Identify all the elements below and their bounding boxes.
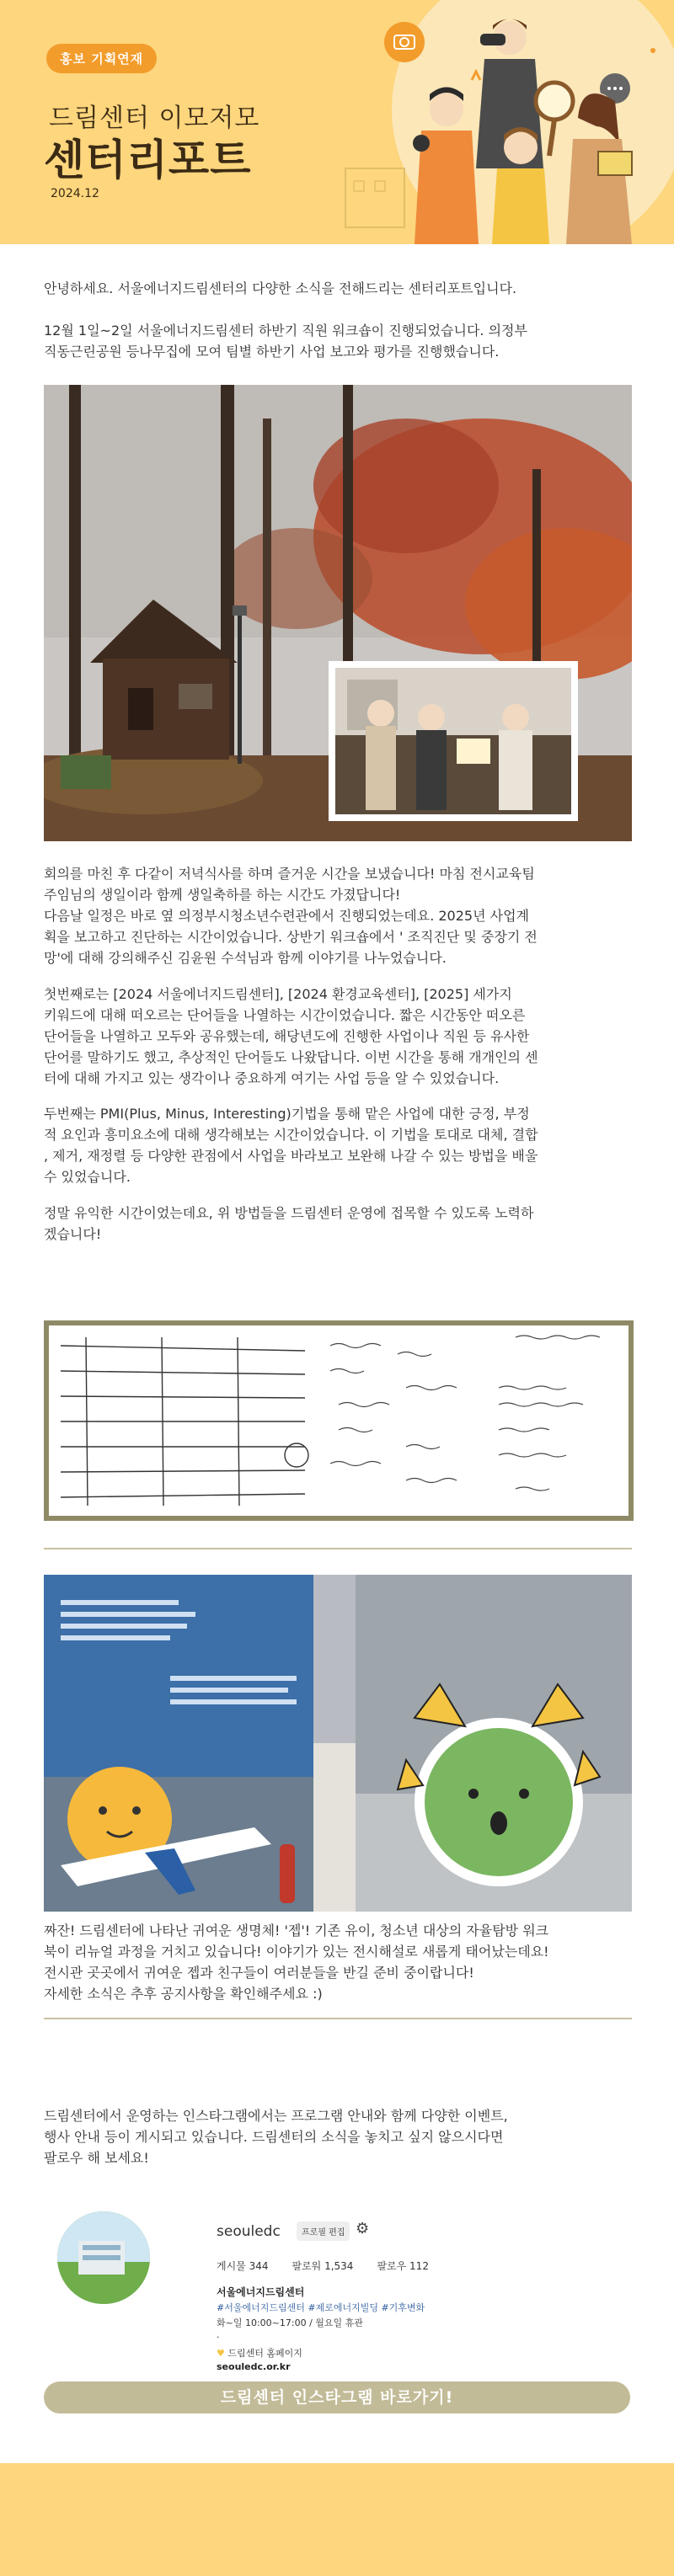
heart-icon: ♥ (217, 2348, 225, 2359)
instagram-stats (217, 2259, 429, 2273)
edit-profile-button[interactable]: 프로필 편집 (297, 2221, 350, 2241)
zep-paragraph: 짜잔! 드림센터에 나타난 귀여운 생명체! '젭'! 기존 유이, 청소년 대상의 자율탐방 워크 북이 리뉴얼 과정을 거치고 있습니다! 이야기가 있는 전시해설로 새롭게 태어났는데요! 전시관 곳곳에서 귀여운 젭과 친구들이 여러분들을 반길 준비 중이랍니다! 자세한 소식은 추후 공지사항을 확인해주세요 :) (44, 1923, 549, 2002)
instagram-hashtags[interactable]: #서울에너지드림센터 #제로에너지빌딩 #기후변화 (217, 2302, 425, 2313)
dinner-paragraph: 회의를 마친 후 다같이 저녁식사를 하며 즐거운 시간을 보냈습니다! 마침 전시교육팀 주임님의 생일이라 함께 생일축하를 하는 시간도 가졌답니다! 다음날 일정은 바로 옆 의정부시청소년수련관에서 진행되었는데요. 2025년 사업계 획을 보고하고 진단하는 시간이었습니다. 상반기 워크숍에서 ' 조직진단 및 중장기 전 망'에 대해 강의해주신 김윤원 수석님과 함께 이야기를 나누었습니다. (44, 866, 538, 966)
instagram-hours: 화~일 10:00~17:00 / 월요일 휴관 (217, 2317, 363, 2328)
issue-date: 2024.12 (51, 187, 99, 200)
header-banner (0, 0, 674, 244)
instagram-bio-dot: . (217, 2329, 220, 2340)
gear-icon[interactable]: ⚙ (356, 2220, 370, 2237)
instagram-profile-card (44, 2198, 630, 2408)
homepage-link[interactable]: seouledc.or.kr (217, 2361, 291, 2372)
instagram-link-button[interactable]: 드림센터 인스타그램 바로가기! (44, 2381, 630, 2413)
series-badge: 홍보 기획연재 (46, 44, 157, 73)
handwritten-notes-image (44, 1320, 634, 1521)
section-divider-2 (44, 2018, 632, 2019)
mascot-exhibit-image (44, 1575, 632, 1912)
intro-text: 안녕하세요. 서울에너지드림센터의 다양한 소식을 전해드리는 센터리포트입니다. (44, 280, 517, 296)
header-subtitle: 드림센터 이모저모 (49, 104, 260, 133)
instagram-avatar (57, 2211, 150, 2304)
workshop-paragraph: 12월 1일~2일 서울에너지드림센터 하반기 직원 워크숍이 진행되었습니다. 의정부 직동근린공원 등나무집에 모여 팀별 하반기 사업 보고와 평가를 진행했습니다. (44, 323, 527, 360)
posts-count: 게시물 344 (217, 2260, 269, 2272)
reporters-illustration (329, 0, 674, 244)
camera-icon (384, 22, 425, 62)
instagram-username[interactable]: seouledc (217, 2223, 281, 2240)
workshop-notes-photo (44, 1320, 634, 1521)
homepage-label (217, 2346, 302, 2360)
keyword-paragraph: 첫번째로는 [2024 서울에너지드림센터], [2024 환경교육센터], [2025] 세가지 키워드에 대해 떠오르는 단어들을 나열하는 시간이었습니다. 짧은 시간동안 떠오른 단어들을 나열하고 모두와 공유했는데, 해당년도에 진행한 사업이나 직원 등 유사한 단어를 말하기도 했고, 추상적인 단어들도 나왔답니다. 이번 시간을 통해 개개인의 센 터에 대해 가지고 있는 생각이나 중요하게 여기는 사업 등을 알 수 있었습니다. (44, 986, 538, 1086)
pmi-paragraph: 두번째는 PMI(Plus, Minus, Interesting)기법을 통해 맡은 사업에 대한 긍정, 부정 적 요인과 흥미요소에 대해 생각해보는 시간이었습니다. 이 기법을 토대로 대체, 결합 , 제거, 재정렬 등 다양한 관점에서 사업을 바라보고 보완해 나갈 수 있는 방법을 배울 수 있었습니다. (44, 1106, 538, 1185)
homepage-label-text: 드림센터 홈페이지 (227, 2348, 302, 2359)
closing-paragraph: 정말 유익한 시간이었는데요, 위 방법들을 드림센터 운영에 접목할 수 있도록 노력하 겠습니다! (44, 1205, 534, 1242)
header-title: 센터리포트 (44, 136, 252, 184)
following-count[interactable]: 팔로우 112 (377, 2260, 429, 2272)
instagram-paragraph: 드림센터에서 운영하는 인스타그램에서는 프로그램 안내와 함께 다양한 이벤트, 행사 안내 등이 게시되고 있습니다. 드림센터의 소식을 놓치고 싶지 않으시다면 팔로우 해 보세요! (44, 2108, 508, 2166)
section-divider (44, 1548, 632, 1549)
workshop-cabin-photo (44, 385, 632, 841)
cabin-forest-image (44, 385, 632, 841)
followers-count[interactable]: 팔로워 1,534 (292, 2260, 354, 2272)
zep-exhibit-photo (44, 1575, 632, 1912)
footer-band (0, 2463, 674, 2576)
instagram-display-name: 서울에너지드림센터 (217, 2286, 305, 2298)
